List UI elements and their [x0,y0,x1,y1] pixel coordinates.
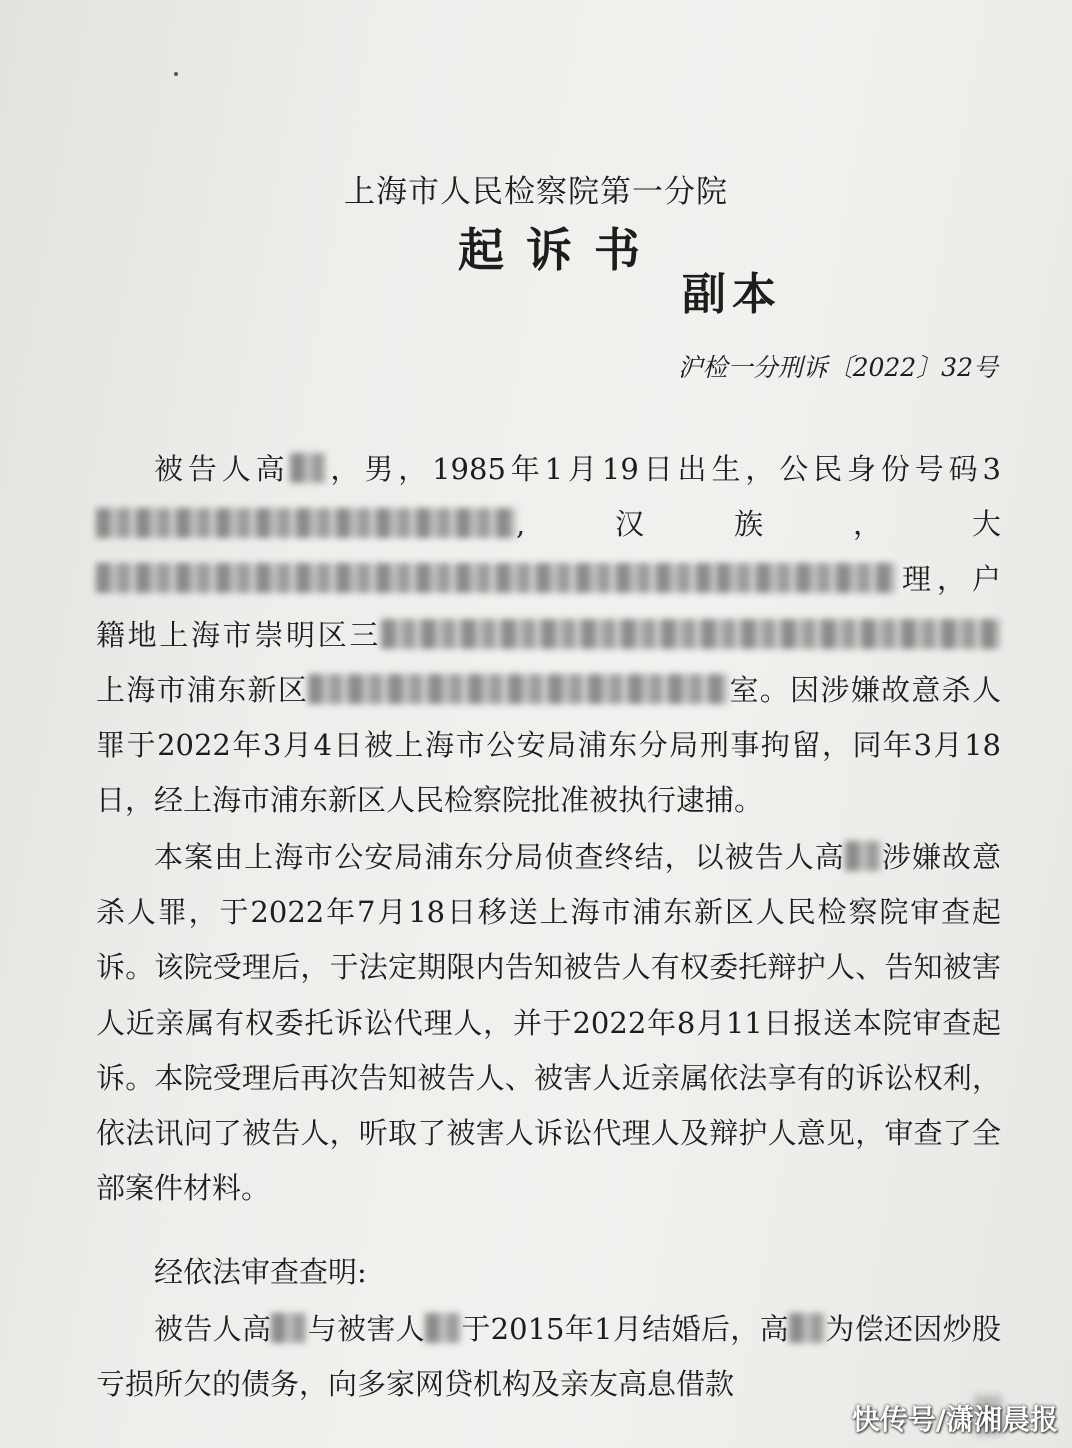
redaction-blur [271,1313,307,1343]
redaction-blur [716,563,896,593]
paragraph-defendant-info [96,442,1001,828]
text-segment: 被告人高 [154,1312,272,1346]
text-segment: 本案由上海市公安局浦东分局侦查终结，以被告人高 [154,840,845,874]
text-segment: 理，户籍地上海市崇明区三 [96,562,1001,652]
text-segment: ，男，1985年1月19日出生，公民身份号码3 [325,452,1001,486]
redaction-blur [381,619,1001,649]
redaction-blur [96,508,516,538]
text-segment: 与被害人 [307,1312,426,1346]
document-title: 起诉书 [458,223,662,277]
text-segment: ,汉族，大 [516,507,1001,542]
redaction-blur [290,453,326,483]
redaction-blur [425,1313,461,1343]
paper-mark [174,72,178,76]
text-segment: 上海市浦东新区 [96,672,309,707]
text-segment: 为偿还因炒股亏损所欠的债务，向多家网贷机构及亲友高息借款 [96,1312,1001,1402]
paragraph-findings-heading [96,1245,1001,1300]
text-segment: 涉嫌故意杀人罪，于2022年7月18日移送上海市浦东新区人民检察院审查起诉。该院受理后，于法定期限内告知被告人有权委托辩护人、告知被害人近亲属有权委托诉讼代理人，并于2022年8月11日报送本院审查起诉。本院受理后再次告知被告人、被害人近亲属依法享有的诉讼权利，依法讯问了被告人，听取了被害人诉讼代理人及辩护人意见，审查了全部案件材料。 [96,840,1001,1206]
redaction-blur [96,563,716,593]
text-segment: 于2015年1月结婚后，高 [461,1312,789,1346]
paragraph-case-procedure [96,830,1001,1216]
redaction-blur [308,674,728,704]
text-segment: 被告人高 [154,452,290,486]
redaction-blur [789,1313,825,1343]
source-watermark: 快传号/潇湘晨报 [851,1403,1058,1436]
text-segment: 室。因涉嫌故意杀人罪于2022年3月4日被上海市公安局浦东分局刑事拘留，同年3月18日，经上海市浦东新区人民检察院批准被执行逮捕。 [96,672,1001,818]
paragraph-findings [96,1302,1001,1412]
document-number: 沪检一分刑诉〔2022〕32号 [677,353,998,382]
organization-heading: 上海市人民检察院第一分院 [344,174,728,210]
text-segment: 经依法审查查明: [154,1255,367,1289]
redaction-blur [845,841,881,871]
copy-mark: 副本 [682,269,782,320]
